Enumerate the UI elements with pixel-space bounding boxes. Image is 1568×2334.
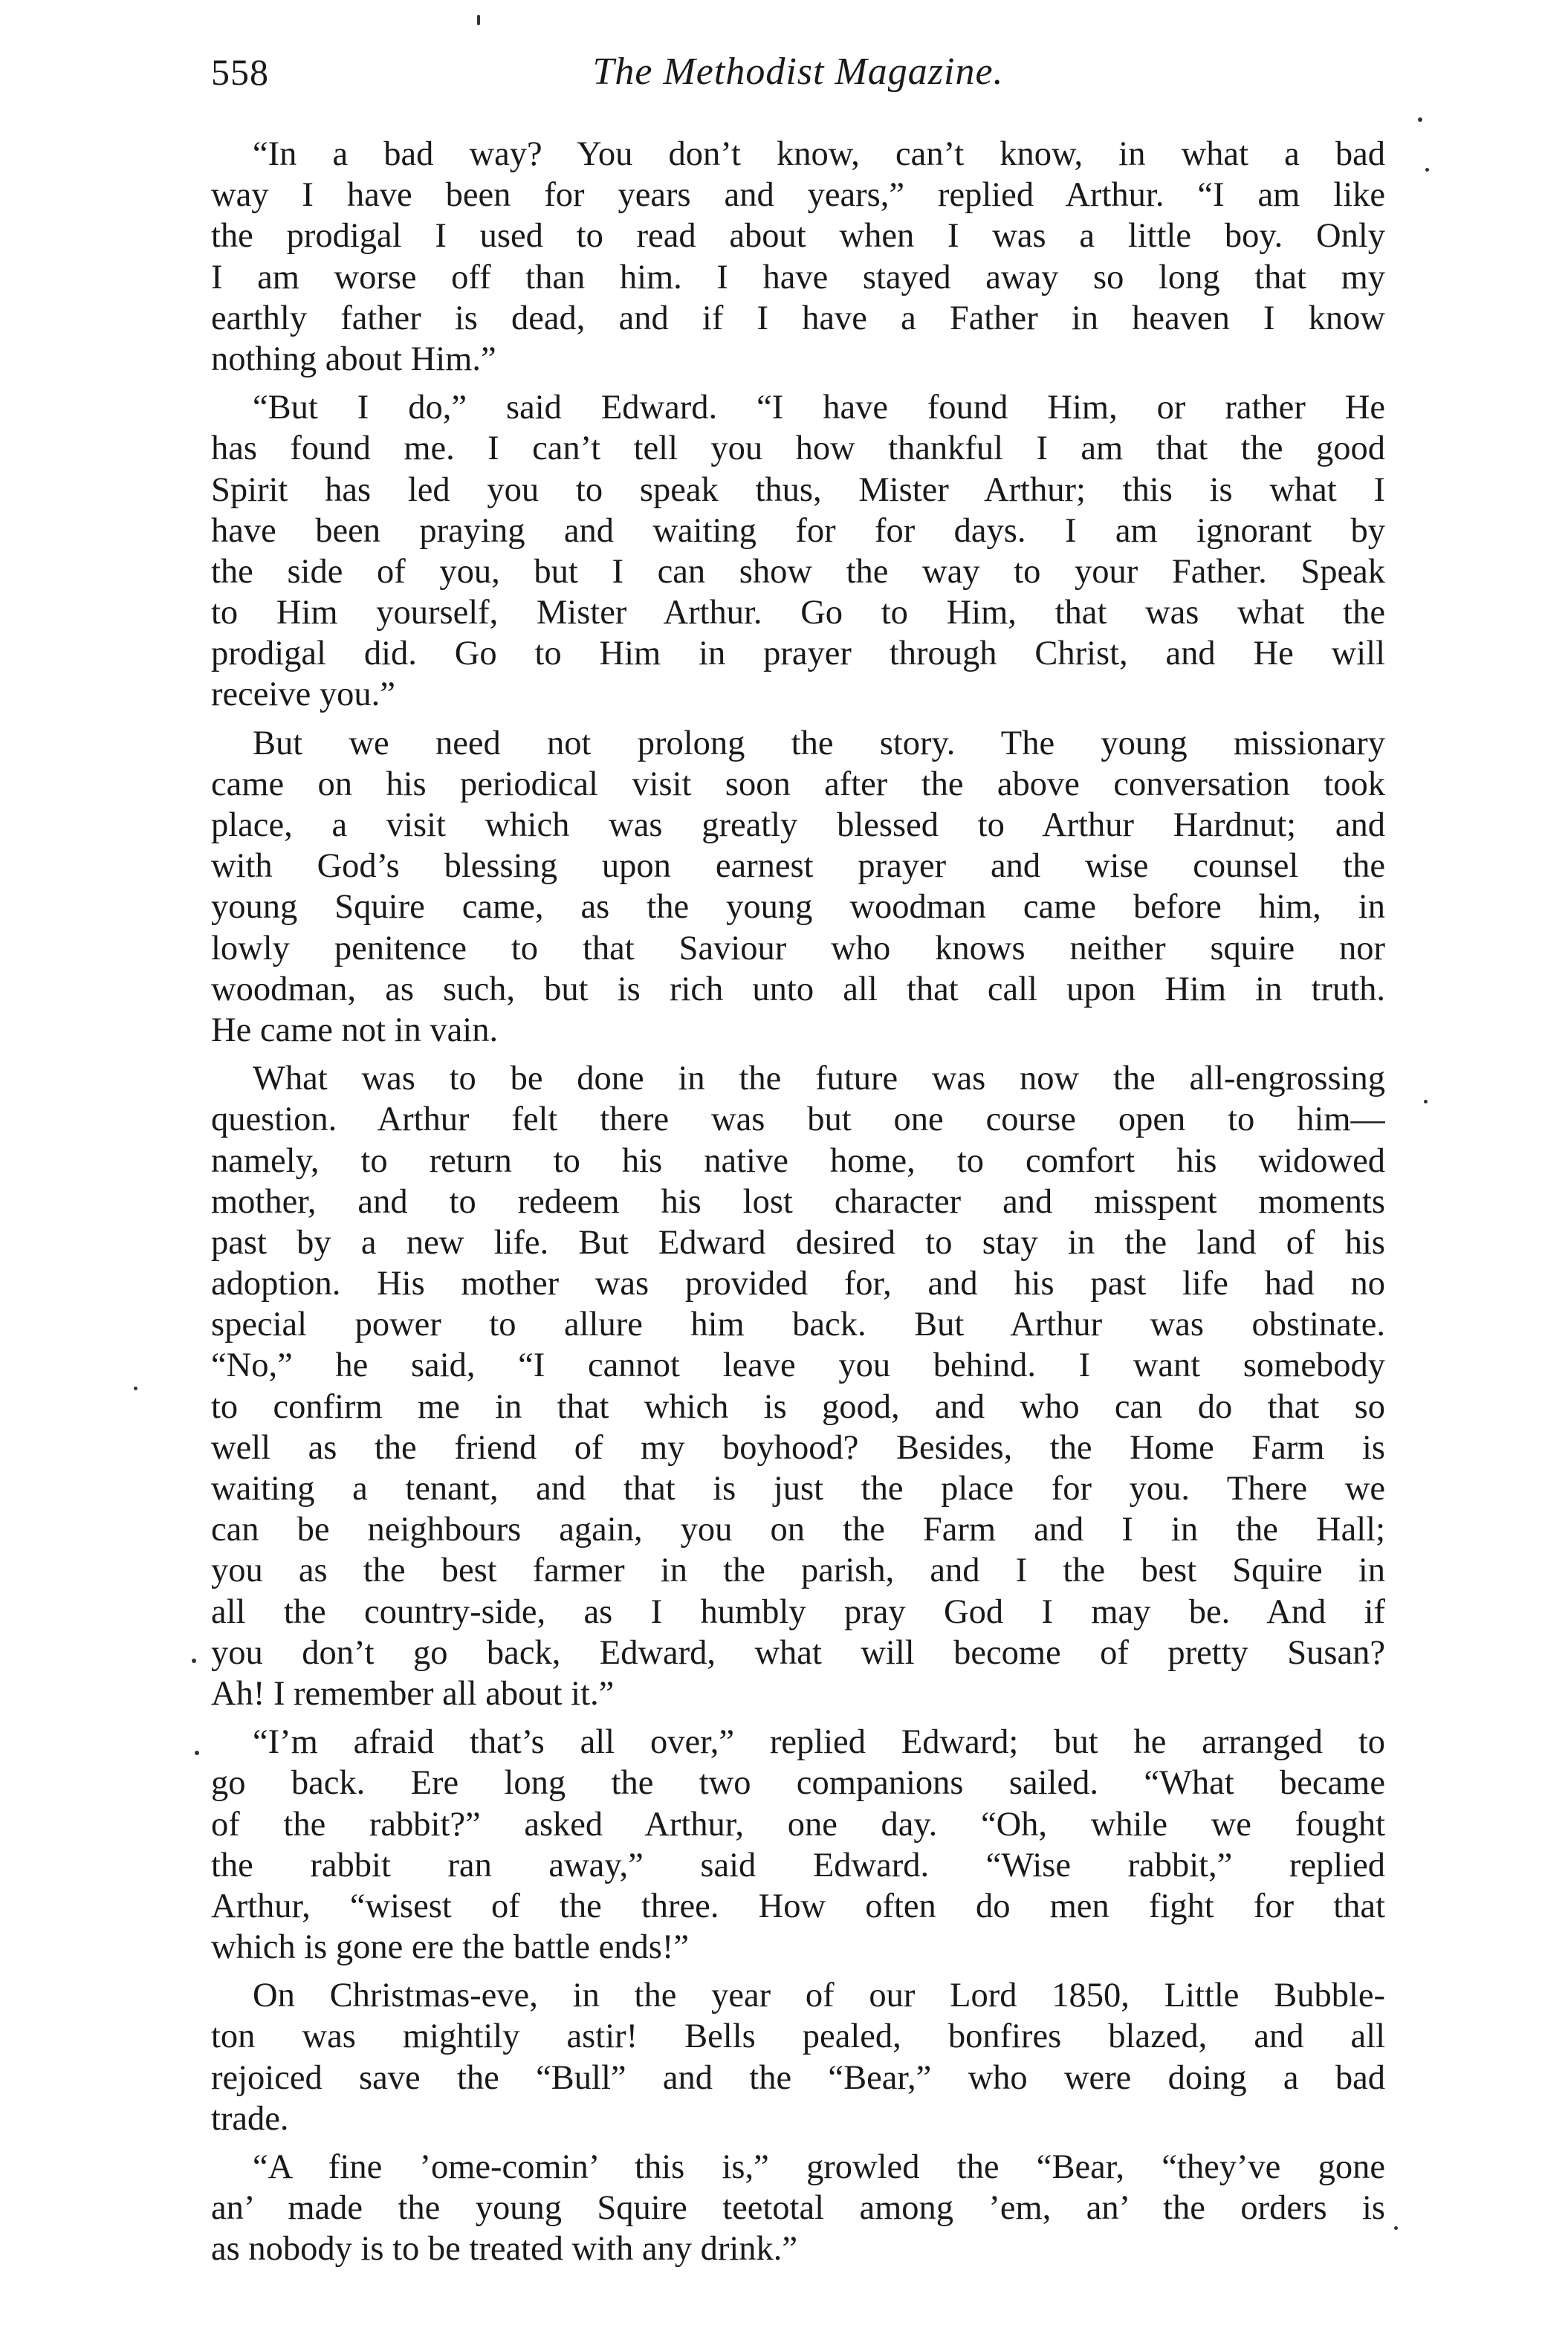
print-speck <box>192 1659 196 1663</box>
text-line: adoption. His mother was provided for, and his past life had no <box>211 1265 1385 1303</box>
article-body <box>211 134 1385 2278</box>
print-speck <box>1425 168 1429 172</box>
text-line: earthly father is dead, and if I have a Father in heaven I know <box>211 299 1385 337</box>
paragraph <box>211 723 1385 1051</box>
paragraph <box>211 387 1385 716</box>
text-line: of the rabbit?” asked Arthur, one day. “Oh, while we fought <box>211 1805 1385 1844</box>
text-line: ton was mightily astir! Bells pealed, bonfires blazed, and all <box>211 2017 1385 2056</box>
text-line: has found me. I can’t tell you how thankful I am that the good <box>211 429 1385 468</box>
text-line: have been praying and waiting for for days. I am ignorant by <box>211 511 1385 550</box>
text-line: “I’m afraid that’s all over,” replied Edward; but he arranged to <box>253 1723 1385 1762</box>
text-line: But we need not prolong the story. The young missionary <box>253 724 1385 762</box>
print-speck <box>1394 2226 1398 2230</box>
text-line: an’ made the young Squire teetotal among ’em, an’ the orders is <box>211 2189 1385 2228</box>
text-line: waiting a tenant, and that is just the place for you. There we <box>211 1470 1385 1508</box>
print-speck <box>1418 117 1422 122</box>
text-line: the prodigal I used to read about when I was a little boy. Only <box>211 217 1385 256</box>
text-line: Ah! I remember all about it.” <box>211 1674 615 1713</box>
page-number: 558 <box>211 51 269 93</box>
page-header <box>211 46 1385 106</box>
text-line: “No,” he said, “I cannot leave you behind. I want somebody <box>211 1346 1385 1385</box>
print-speck <box>195 1751 199 1755</box>
text-line: trade. <box>211 2099 289 2138</box>
print-speck <box>1424 1100 1428 1103</box>
text-line: He came not in vain. <box>211 1011 499 1049</box>
text-line: place, a visit which was greatly blessed to Arthur Hardnut; and <box>211 806 1385 844</box>
text-line: I am worse off than him. I have stayed away so long that my <box>211 258 1385 296</box>
text-line: Spirit has led you to speak thus, Mister Arthur; this is what I <box>211 470 1385 509</box>
text-line: “But I do,” said Edward. “I have found Him, or rather He <box>253 389 1385 427</box>
text-line: What was to be done in the future was now the all-engrossing <box>253 1060 1385 1098</box>
text-line: young Squire came, as the young woodman came before him, in <box>211 888 1385 927</box>
running-title: The Methodist Magazine. <box>592 51 1004 93</box>
text-line: On Christmas-eve, in the year of our Lord 1850, Little Bubble- <box>253 1977 1385 2015</box>
paragraph <box>211 1722 1385 1968</box>
text-line: came on his periodical visit soon after the above conversation took <box>211 765 1385 803</box>
text-line: which is gone ere the battle ends!” <box>211 1928 690 1967</box>
text-line: you as the best farmer in the parish, and I the best Squire in <box>211 1552 1385 1590</box>
text-line: as nobody is to be treated with any drink.” <box>211 2230 798 2269</box>
text-line: past by a new life. But Edward desired to stay in the land of his <box>211 1223 1385 1262</box>
text-line: lowly penitence to that Saviour who knows neither squire nor <box>211 929 1385 967</box>
text-line: woodman, as such, but is rich unto all that call upon Him in truth. <box>211 970 1385 1008</box>
text-line: with God’s blessing upon earnest prayer and wise counsel the <box>211 847 1385 886</box>
paragraph <box>211 1975 1385 2139</box>
text-line: go back. Ere long the two companions sailed. “What became <box>211 1764 1385 1803</box>
text-line: rejoiced save the “Bull” and the “Bear,” who were doing a bad <box>211 2058 1385 2097</box>
paragraph <box>211 2147 1385 2270</box>
paragraph <box>211 1058 1385 1714</box>
print-speck <box>134 1387 137 1390</box>
text-line: special power to allure him back. But Arthur was obstinate. <box>211 1306 1385 1344</box>
text-line: mother, and to redeem his lost character and misspent moments <box>211 1182 1385 1221</box>
text-line: question. Arthur felt there was but one course open to him— <box>211 1100 1385 1139</box>
text-line: can be neighbours again, you on the Farm and I in the Hall; <box>211 1511 1385 1549</box>
text-line: the side of you, but I can show the way to your Father. Speak <box>211 552 1385 591</box>
paragraph <box>211 134 1385 380</box>
text-line: prodigal did. Go to Him in prayer through Christ, and He will <box>211 635 1385 673</box>
text-line: Arthur, “wisest of the three. How often do men fight for that <box>211 1887 1385 1925</box>
text-line: namely, to return to his native home, to comfort his widowed <box>211 1141 1385 1180</box>
text-line: “In a bad way? You don’t know, can’t know, in what a bad <box>253 135 1385 173</box>
text-line: the rabbit ran away,” said Edward. “Wise rabbit,” replied <box>211 1846 1385 1884</box>
text-line: to Him yourself, Mister Arthur. Go to Him, that was what the <box>211 594 1385 632</box>
text-line: to confirm me in that which is good, and who can do that so <box>211 1387 1385 1426</box>
text-line: way I have been for years and years,” replied Arthur. “I am like <box>211 176 1385 215</box>
print-speck <box>477 15 480 25</box>
text-line: all the country-side, as I humbly pray God I may be. And if <box>211 1592 1385 1631</box>
text-line: well as the friend of my boyhood? Besides, the Home Farm is <box>211 1428 1385 1467</box>
text-line: “A fine ’ome-comin’ this is,” growled the “Bear, “they’ve gone <box>253 2148 1385 2186</box>
text-line: nothing about Him.” <box>211 340 496 378</box>
text-line: receive you.” <box>211 675 395 714</box>
text-line: you don’t go back, Edward, what will become of pretty Susan? <box>211 1633 1385 1672</box>
